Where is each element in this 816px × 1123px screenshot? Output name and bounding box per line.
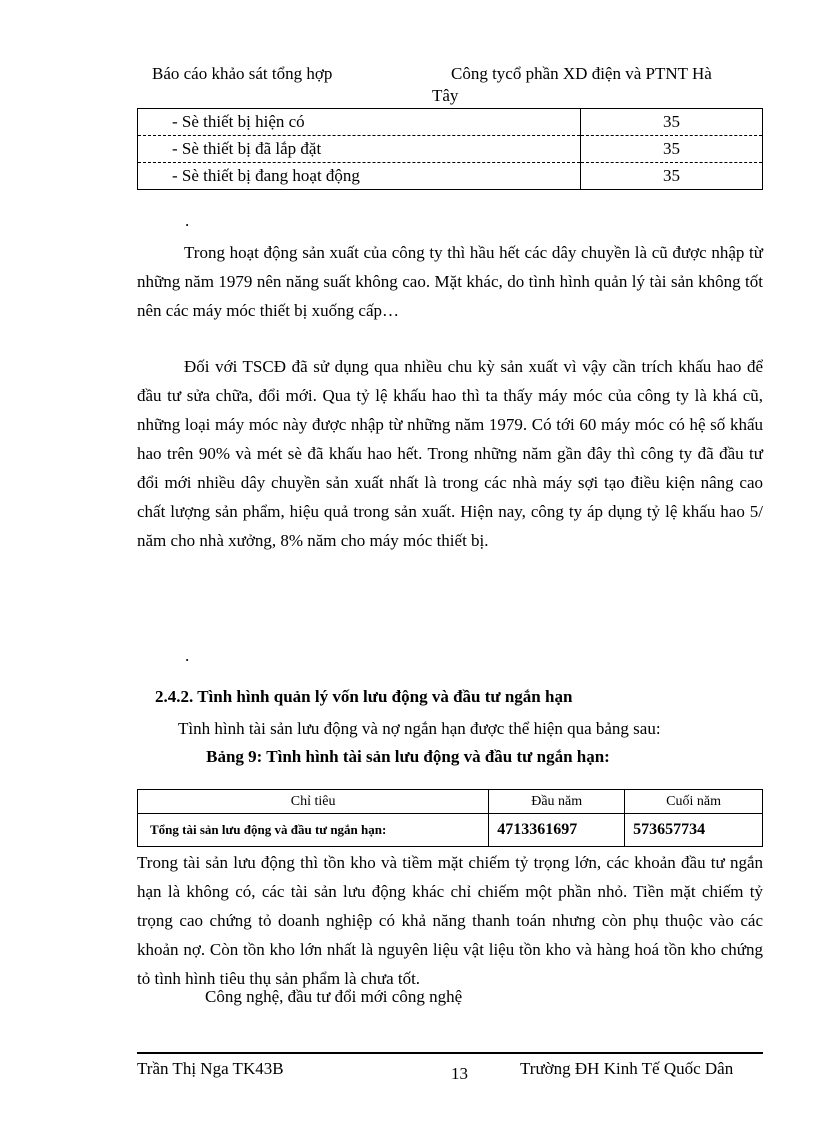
equipment-value: 35 (581, 136, 763, 163)
table-row (138, 136, 763, 163)
footer-author: Trần Thị Nga TK43B (137, 1059, 284, 1078)
intro-line: Tình hình tài sản lưu động và nợ ngắn hạn được thể hiện qua bảng sau: (178, 719, 661, 738)
equipment-value: 35 (581, 163, 763, 190)
row-label: Tổng tài sản lưu động và đầu tư ngắn hạn: (138, 814, 489, 847)
equipment-label: - Sè thiết bị đã lắp đặt (138, 136, 581, 163)
col-header: Chỉ tiêu (138, 790, 489, 814)
equipment-table (137, 108, 763, 190)
footer-school: Trường ĐH Kinh Tế Quốc Dân (520, 1059, 734, 1078)
paragraph-1: Trong hoạt động sản xuất của công ty thì hầu hết các dây chuyền là cũ được nhập từ những năm 1979 nên năng suất không cao. Mặt khác, do tình hình quản lý tài sản không tốt nên các máy móc thiết bị xuống cấp… (137, 243, 763, 320)
equipment-label: - Sè thiết bị hiện có (138, 109, 581, 136)
footer-divider (137, 1052, 763, 1054)
table-header-row (138, 790, 763, 814)
start-value: 4713361697 (489, 814, 625, 847)
col-header: Cuối năm (625, 790, 763, 814)
header-right: Công tycổ phần XD điện và PTNT Hà (451, 64, 712, 83)
col-header: Đầu năm (489, 790, 625, 814)
equipment-label: - Sè thiết bị đang hoạt động (138, 163, 581, 190)
table-title: Bảng 9: Tình hình tài sản lưu động và đầu tư ngắn hạn: (206, 747, 610, 766)
header-right-cont: Tây (432, 86, 459, 105)
paragraph-2: Đối với TSCĐ đã sử dụng qua nhiều chu kỳ sản xuất vì vậy cần trích khấu hao để đầu tư sửa chữa, đổi mới. Qua tỷ lệ khấu hao thì ta thấy máy móc của công ty là khá cũ, những loại máy móc này được nhập từ những năm 1979. Có tới 60 máy móc có hệ số khấu hao trên 90% và mét sè đã khấu hao hết. Trong những năm gần đây thì công ty đã đầu tư đổi mới nhiều dây chuyền sản xuất nhất là trong các nhà máy sợi tạo điều kiện nâng cao chất lượng sản phẩm, hiệu quả trong sản xuất. Hiện nay, công ty áp dụng tỷ lệ khấu hao 5/ năm cho nhà xưởng, 8% năm cho máy móc thiết bị. (137, 357, 763, 550)
stray-dot: . (185, 211, 190, 230)
page-number: 13 (451, 1064, 468, 1083)
subsection-line: Công nghệ, đầu tư đổi mới công nghệ (205, 987, 463, 1006)
stray-dot: . (185, 646, 190, 665)
section-heading: 2.4.2. Tình hình quản lý vốn lưu động và đầu tư ngắn hạn (155, 687, 573, 706)
equipment-value: 35 (581, 109, 763, 136)
paragraph-3: Trong tài sản lưu động thì tồn kho và tiềm mặt chiếm tỷ trọng lớn, các khoản đầu tư ngắn hạn là không có, các tài sản lưu động khác chỉ chiếm một phần nhỏ. Tiền mặt chiếm tỷ trọng cao chứng tỏ doanh nghiệp có khả năng thanh toán nhưng còn phụ thuộc vào các khoản nợ. Còn tồn kho lớn nhất là nguyên liệu vật liệu tồn kho và hàng hoá tồn kho chứng tỏ tình hình tiêu thụ sản phẩm là chưa tốt. (137, 853, 763, 988)
assets-table (137, 789, 763, 847)
table-row (138, 814, 763, 847)
table-row (138, 163, 763, 190)
header-left: Báo cáo khảo sát tổng hợp (152, 64, 333, 83)
end-value: 573657734 (625, 814, 763, 847)
table-row (138, 109, 763, 136)
